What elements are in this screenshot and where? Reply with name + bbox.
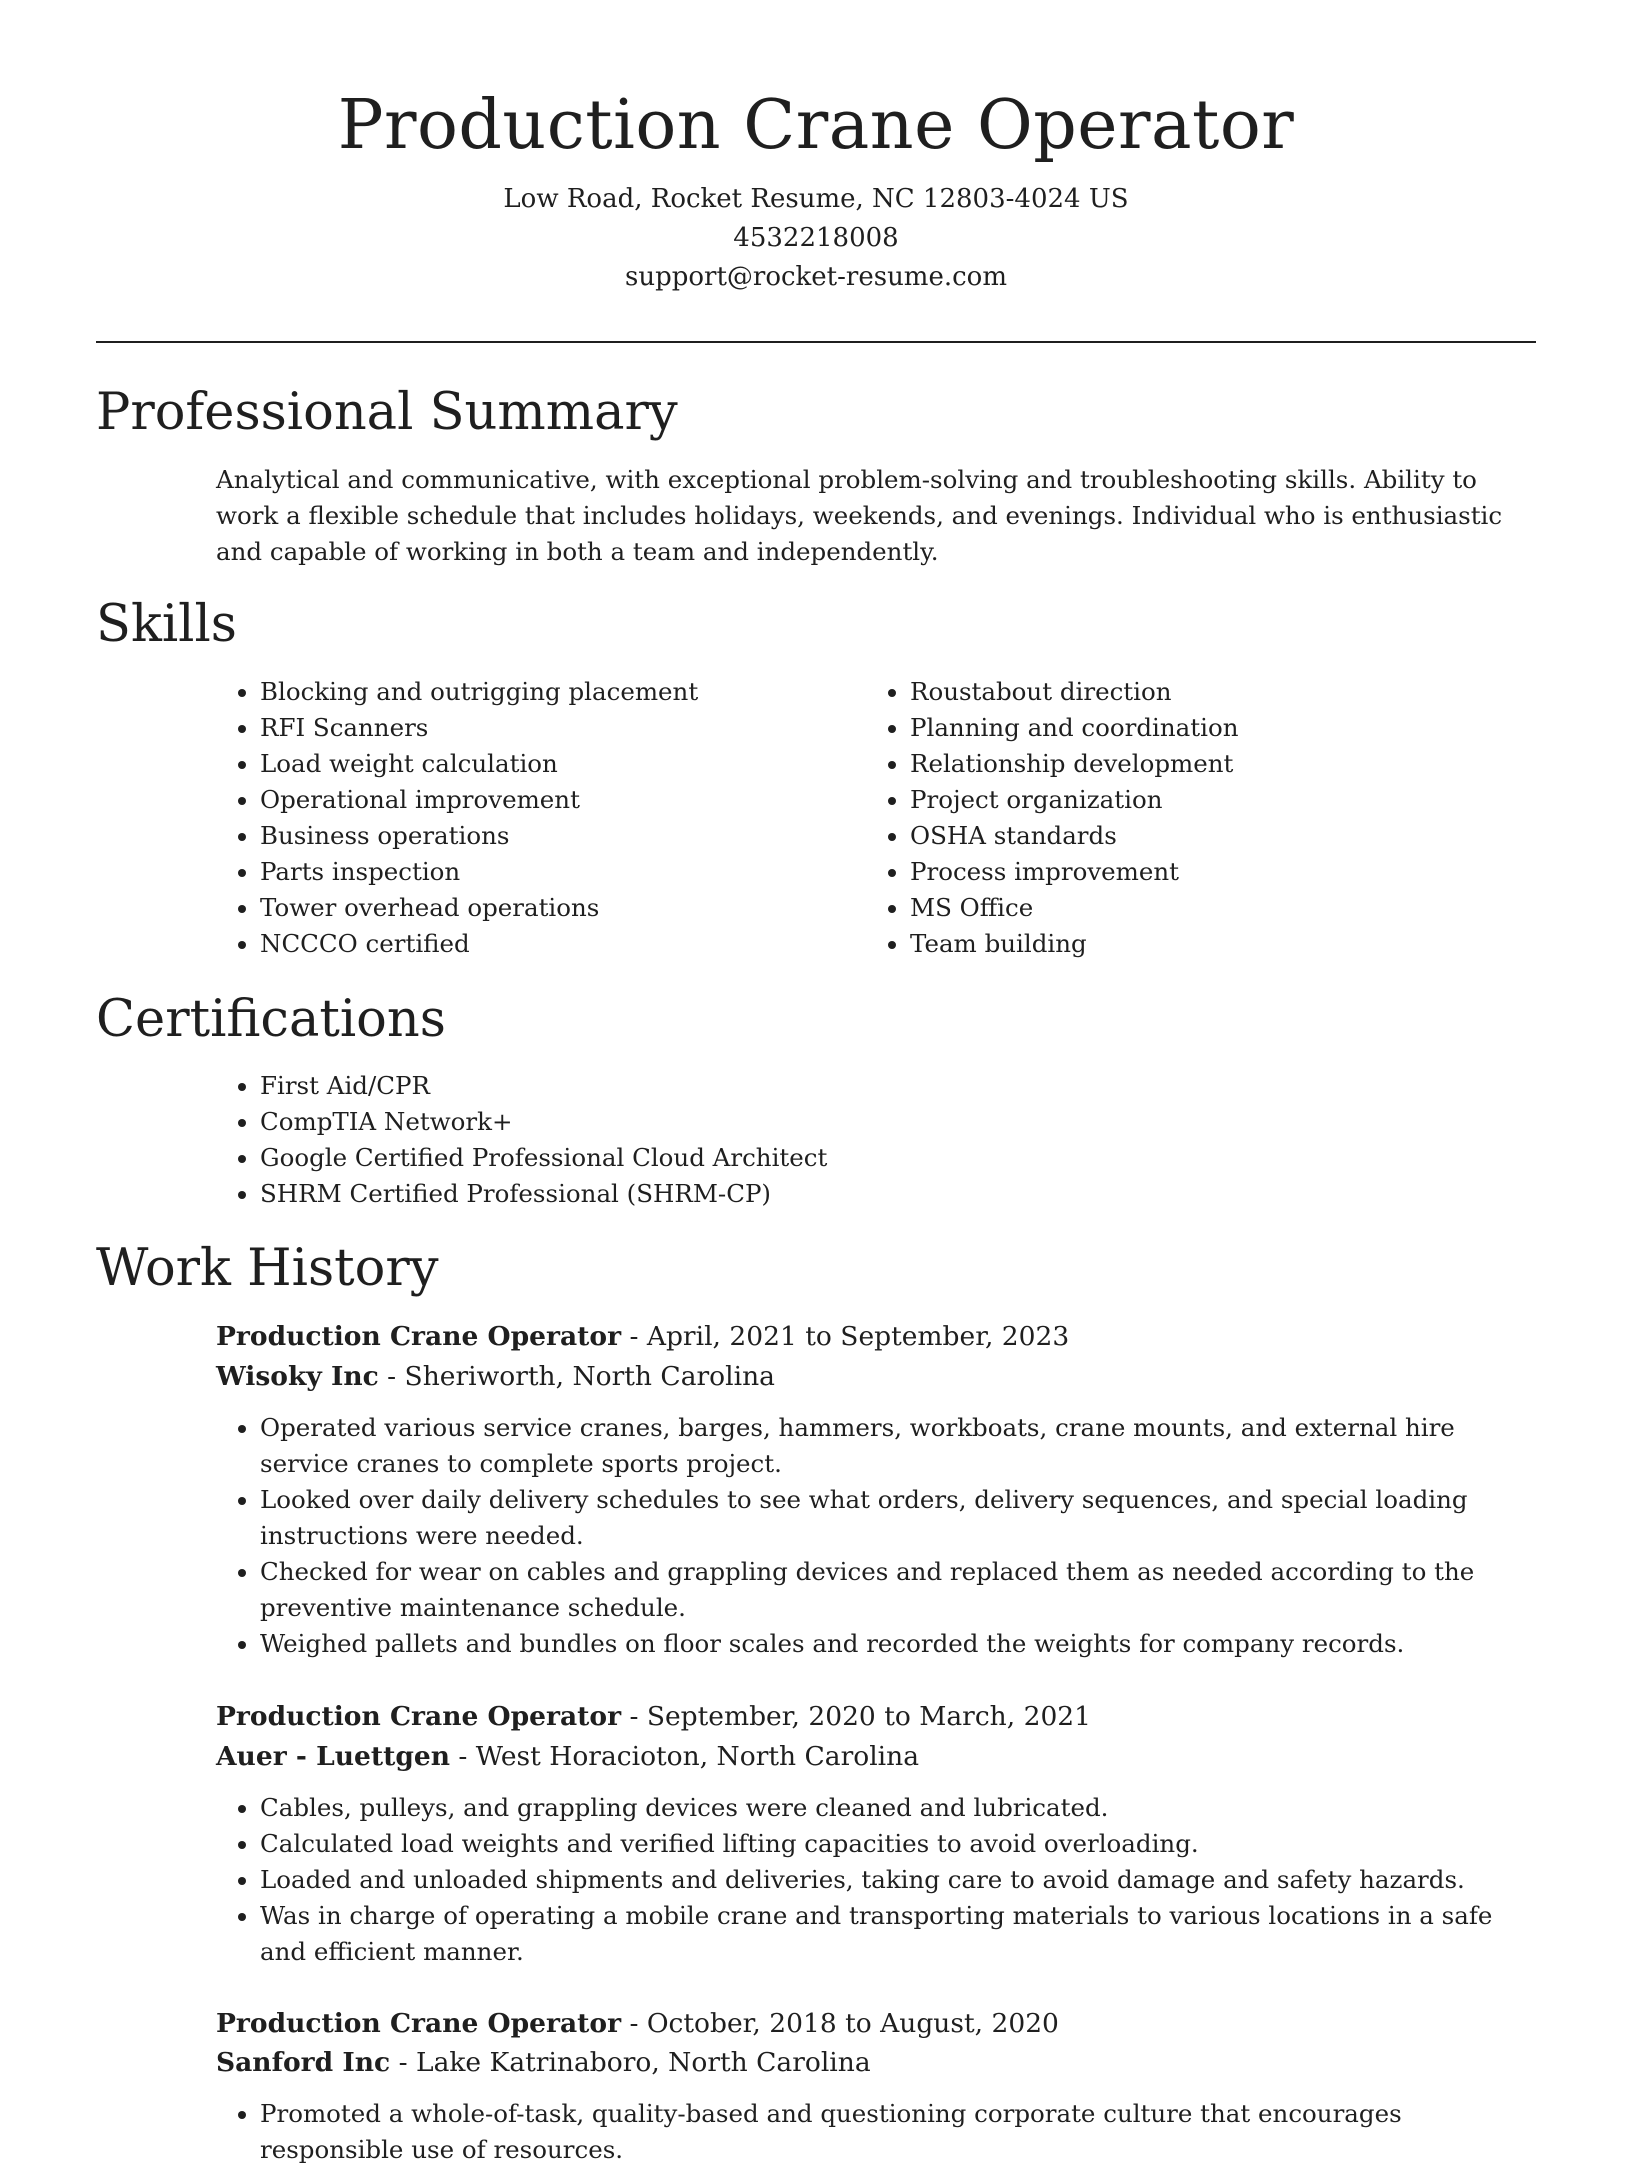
contact-address: Low Road, Rocket Resume, NC 12803-4024 US [503, 184, 1129, 214]
job-duties-list [216, 1410, 1536, 1662]
summary-text: Analytical and communicative, with exceptional problem-solving and troubleshooting skills. Ability to work a flexible schedule that includes holidays, weekends, and evenings. Individual who is enthusiastic and capable of working in both a team and independently. [216, 465, 1503, 566]
work-history-heading: Work History [96, 1239, 439, 1298]
list-item: • Weighed pallets and bundles on floor scales and recorded the weights for company records. [260, 1626, 1536, 1662]
header-divider [96, 341, 1536, 343]
list-item: • Tower overhead operations [260, 890, 820, 926]
list-item: • CompTIA Network+ [260, 1104, 1536, 1140]
job-company-line [216, 1737, 1536, 1777]
list-item: • Google Certified Professional Cloud Architect [260, 1140, 1536, 1176]
job-role: Production Crane Operator [216, 2008, 622, 2039]
list-item: • Looked over daily delivery schedules to see what orders, delivery sequences, and special loading instructions were needed. [260, 1482, 1536, 1554]
job-duties-list [216, 1790, 1536, 1970]
summary-heading: Professional Summary [96, 383, 678, 442]
job-title-line [216, 1697, 1536, 1737]
certifications-list [216, 1068, 1536, 1212]
list-item: • Loaded and unloaded shipments and deliveries, taking care to avoid damage and safety hazards. [260, 1862, 1536, 1898]
list-item: • Cables, pulleys, and grappling devices were cleaned and lubricated. [260, 1790, 1536, 1826]
list-item: • NCCCO certified [260, 926, 820, 962]
list-item: • Business operations [260, 818, 820, 854]
list-item: • OSHA standards [910, 818, 1530, 854]
job-company-line [216, 1357, 1536, 1397]
job-dates: - October, 2018 to August, 2020 [621, 2008, 1059, 2039]
list-item: • Was in charge of operating a mobile crane and transporting materials to various locations in a safe and efficient manner. [260, 1898, 1536, 1970]
skills-list-left [216, 674, 820, 962]
list-item: • Blocking and outrigging placement [260, 674, 820, 710]
contact-email: support@rocket-resume.com [624, 262, 1007, 292]
skills-heading: Skills [96, 595, 237, 654]
job-company-line [216, 2043, 1536, 2083]
certifications-heading: Certifications [96, 990, 446, 1049]
skills-list-right [866, 674, 1530, 962]
job-company: Auer - Luettgen [216, 1741, 450, 1772]
list-item: • Roustabout direction [910, 674, 1530, 710]
list-item: • Project organization [910, 782, 1530, 818]
list-item: • Operated various service cranes, barges, hammers, workboats, crane mounts, and external hire service cranes to complete sports project. [260, 1410, 1536, 1482]
job-company: Wisoky Inc [216, 1361, 379, 1392]
resume-header [96, 78, 1536, 297]
list-item: • Load weight calculation [260, 746, 820, 782]
job-dates: - September, 2020 to March, 2021 [621, 1701, 1092, 1732]
list-item: • Checked for wear on cables and grappling devices and replaced them as needed according to the preventive maintenance schedule. [260, 1554, 1536, 1626]
job-location: - West Horacioton, North Carolina [450, 1741, 920, 1772]
list-item: • Promoted a whole-of-task, quality-based and questioning corporate culture that encourages responsible use of resources. [260, 2096, 1536, 2168]
list-item: • Operational improvement [260, 782, 820, 818]
job-location: - Lake Katrinaboro, North Carolina [390, 2047, 871, 2078]
job-title-line [216, 2004, 1536, 2044]
job-duties-list [216, 2096, 1536, 2168]
list-item: • Relationship development [910, 746, 1530, 782]
job-location: - Sheriworth, North Carolina [378, 1361, 775, 1392]
list-item: • First Aid/CPR [260, 1068, 1536, 1104]
list-item: • Team building [910, 926, 1530, 962]
job-title-line [216, 1317, 1536, 1357]
candidate-name: Production Crane Operator [337, 86, 1295, 165]
contact-phone: 4532218008 [733, 223, 899, 253]
list-item: • Process improvement [910, 854, 1530, 890]
list-item: • MS Office [910, 890, 1530, 926]
list-item: • Planning and coordination [910, 710, 1530, 746]
job-role: Production Crane Operator [216, 1701, 622, 1732]
list-item: • SHRM Certified Professional (SHRM-CP) [260, 1176, 1536, 1212]
list-item: • Parts inspection [260, 854, 820, 890]
job-role: Production Crane Operator [216, 1321, 622, 1352]
job-company: Sanford Inc [216, 2047, 391, 2078]
list-item: • RFI Scanners [260, 710, 820, 746]
job-dates: - April, 2021 to September, 2023 [621, 1321, 1070, 1352]
list-item: • Calculated load weights and verified lifting capacities to avoid overloading. [260, 1826, 1536, 1862]
